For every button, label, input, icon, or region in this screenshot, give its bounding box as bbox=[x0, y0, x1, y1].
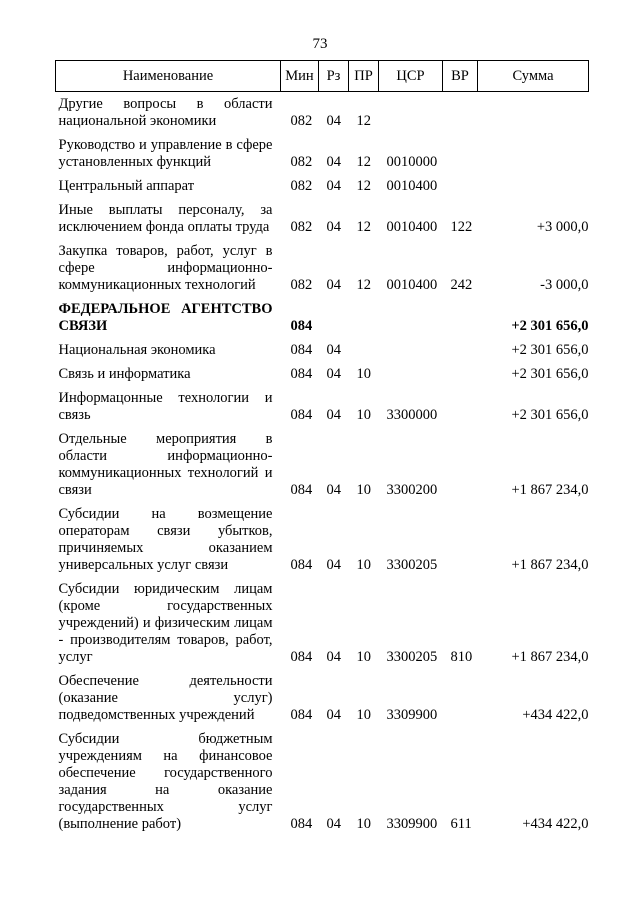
table-row bbox=[56, 133, 589, 174]
cell-rz: 04 bbox=[326, 649, 341, 665]
table-row bbox=[56, 362, 589, 386]
cell-sum bbox=[478, 174, 589, 198]
cell-csr: 3309900 bbox=[386, 707, 438, 723]
table-row bbox=[56, 198, 589, 239]
cell-name: Закупка товаров, работ, услуг в сфере информационно-коммуникационных технологий bbox=[58, 243, 273, 293]
cell-min: 084 bbox=[290, 482, 313, 498]
cell-sum: +1 867 234,0 bbox=[511, 482, 589, 498]
table-row bbox=[56, 338, 589, 362]
cell-pr: 10 bbox=[356, 407, 371, 423]
table-row bbox=[56, 577, 589, 669]
cell-pr: 10 bbox=[356, 707, 371, 723]
cell-csr: 3300205 bbox=[386, 649, 438, 665]
cell-sum: +1 867 234,0 bbox=[511, 649, 589, 665]
header-pr: ПР bbox=[349, 61, 379, 92]
cell-pr: 12 bbox=[356, 154, 371, 170]
table-header bbox=[56, 61, 589, 92]
table-row bbox=[56, 427, 589, 502]
cell-rz: 04 bbox=[326, 277, 341, 293]
cell-pr: 10 bbox=[356, 482, 371, 498]
cell-min: 084 bbox=[290, 318, 313, 334]
cell-csr: 3300200 bbox=[386, 482, 438, 498]
header-sum: Сумма bbox=[478, 61, 589, 92]
cell-vr bbox=[443, 297, 478, 338]
table-row bbox=[56, 239, 589, 297]
cell-pr: 10 bbox=[356, 649, 371, 665]
header-min: Мин bbox=[281, 61, 319, 92]
cell-pr: 12 bbox=[356, 219, 371, 235]
cell-csr: 0010400 bbox=[386, 178, 438, 194]
cell-csr: 0010400 bbox=[386, 219, 438, 235]
cell-rz: 04 bbox=[326, 366, 341, 382]
cell-csr: 3300205 bbox=[386, 557, 438, 573]
cell-rz: 04 bbox=[326, 816, 341, 832]
cell-pr: 10 bbox=[356, 816, 371, 832]
cell-name: Обеспечение деятельности (оказание услуг) подведомственных учреждений bbox=[58, 673, 273, 723]
cell-min: 084 bbox=[290, 407, 313, 423]
cell-rz: 04 bbox=[326, 113, 341, 129]
cell-rz: 04 bbox=[326, 482, 341, 498]
cell-rz: 04 bbox=[326, 342, 341, 358]
cell-min: 084 bbox=[290, 366, 313, 382]
cell-sum: +2 301 656,0 bbox=[511, 407, 589, 423]
cell-sum: +2 301 656,0 bbox=[511, 342, 589, 358]
cell-name: Связь и информатика bbox=[58, 366, 191, 382]
table-row bbox=[56, 386, 589, 427]
cell-vr bbox=[443, 174, 478, 198]
cell-name: Субсидии на возмещение операторам связи убытков, причиняемых оказанием универсальных услуг связи bbox=[58, 506, 273, 573]
cell-vr bbox=[443, 362, 478, 386]
table-row bbox=[56, 502, 589, 577]
cell-rz: 04 bbox=[326, 178, 341, 194]
cell-pr: 12 bbox=[356, 277, 371, 293]
cell-vr: 611 bbox=[450, 816, 472, 832]
cell-min: 084 bbox=[290, 342, 313, 358]
cell-csr bbox=[379, 362, 443, 386]
cell-vr bbox=[443, 386, 478, 427]
cell-sum: +434 422,0 bbox=[522, 816, 589, 832]
cell-vr bbox=[443, 502, 478, 577]
cell-csr: 0010400 bbox=[386, 277, 438, 293]
cell-vr bbox=[443, 669, 478, 727]
cell-sum bbox=[478, 133, 589, 174]
cell-sum: -3 000,0 bbox=[540, 277, 589, 293]
cell-rz: 04 bbox=[326, 557, 341, 573]
cell-sum: +3 000,0 bbox=[536, 219, 589, 235]
cell-vr: 810 bbox=[450, 649, 473, 665]
cell-sum: +2 301 656,0 bbox=[511, 366, 589, 382]
cell-csr: 3309900 bbox=[386, 816, 438, 832]
header-vr: ВР bbox=[443, 61, 478, 92]
header-name: Наименование bbox=[56, 61, 281, 92]
table-row bbox=[56, 174, 589, 198]
cell-min: 082 bbox=[290, 154, 313, 170]
cell-rz: 04 bbox=[326, 219, 341, 235]
cell-pr: 10 bbox=[356, 557, 371, 573]
cell-name: Руководство и управление в сфере установленных функций bbox=[58, 137, 273, 170]
cell-vr: 122 bbox=[450, 219, 473, 235]
cell-rz: 04 bbox=[326, 154, 341, 170]
cell-min: 084 bbox=[290, 649, 313, 665]
cell-csr bbox=[379, 297, 443, 338]
header-csr: ЦСР bbox=[379, 61, 443, 92]
table-row bbox=[56, 727, 589, 836]
cell-min: 082 bbox=[290, 113, 313, 129]
cell-name: Субсидии юридическим лицам (кроме государственных учреждений) и физическим лицам - производителям товаров, работ, услуг bbox=[58, 581, 273, 665]
cell-pr: 10 bbox=[356, 366, 371, 382]
cell-vr bbox=[443, 92, 478, 134]
cell-rz bbox=[319, 297, 349, 338]
cell-name: Субсидии бюджетным учреждениям на финансовое обеспечение государственного задания на оказание государственных услуг (выполнение работ) bbox=[58, 731, 273, 832]
cell-name: Другие вопросы в области национальной экономики bbox=[58, 96, 273, 129]
cell-vr bbox=[443, 133, 478, 174]
cell-pr bbox=[349, 338, 379, 362]
table-row bbox=[56, 297, 589, 338]
cell-vr: 242 bbox=[450, 277, 473, 293]
table-row bbox=[56, 92, 589, 134]
cell-min: 084 bbox=[290, 557, 313, 573]
cell-name: Центральный аппарат bbox=[58, 178, 195, 194]
cell-min: 082 bbox=[290, 219, 313, 235]
cell-csr: 3300000 bbox=[386, 407, 438, 423]
cell-csr: 0010000 bbox=[386, 154, 438, 170]
table-body bbox=[56, 92, 589, 837]
cell-vr bbox=[443, 427, 478, 502]
cell-sum: +434 422,0 bbox=[522, 707, 589, 723]
cell-name: ФЕДЕРАЛЬНОЕ АГЕНТСТВО СВЯЗИ bbox=[58, 301, 273, 334]
cell-rz: 04 bbox=[326, 707, 341, 723]
cell-pr: 12 bbox=[356, 113, 371, 129]
cell-sum: +1 867 234,0 bbox=[511, 557, 589, 573]
cell-name: Иные выплаты персоналу, за исключением фонда оплаты труда bbox=[58, 202, 273, 235]
cell-vr bbox=[443, 338, 478, 362]
cell-name: Отдельные мероприятия в области информационно-коммуникационных технологий и связи bbox=[58, 431, 273, 498]
cell-csr bbox=[379, 92, 443, 134]
cell-sum: +2 301 656,0 bbox=[511, 318, 589, 334]
cell-name: Информацонные технологии и связь bbox=[58, 390, 273, 423]
cell-name: Национальная экономика bbox=[58, 342, 216, 358]
budget-table bbox=[55, 60, 589, 836]
cell-sum bbox=[478, 92, 589, 134]
page-number: 73 bbox=[312, 36, 328, 52]
cell-csr bbox=[379, 338, 443, 362]
cell-pr bbox=[349, 297, 379, 338]
cell-min: 082 bbox=[290, 178, 313, 194]
table-row bbox=[56, 669, 589, 727]
cell-min: 084 bbox=[290, 816, 313, 832]
cell-rz: 04 bbox=[326, 407, 341, 423]
cell-pr: 12 bbox=[356, 178, 371, 194]
cell-min: 084 bbox=[290, 707, 313, 723]
cell-min: 082 bbox=[290, 277, 313, 293]
header-rz: Рз bbox=[319, 61, 349, 92]
